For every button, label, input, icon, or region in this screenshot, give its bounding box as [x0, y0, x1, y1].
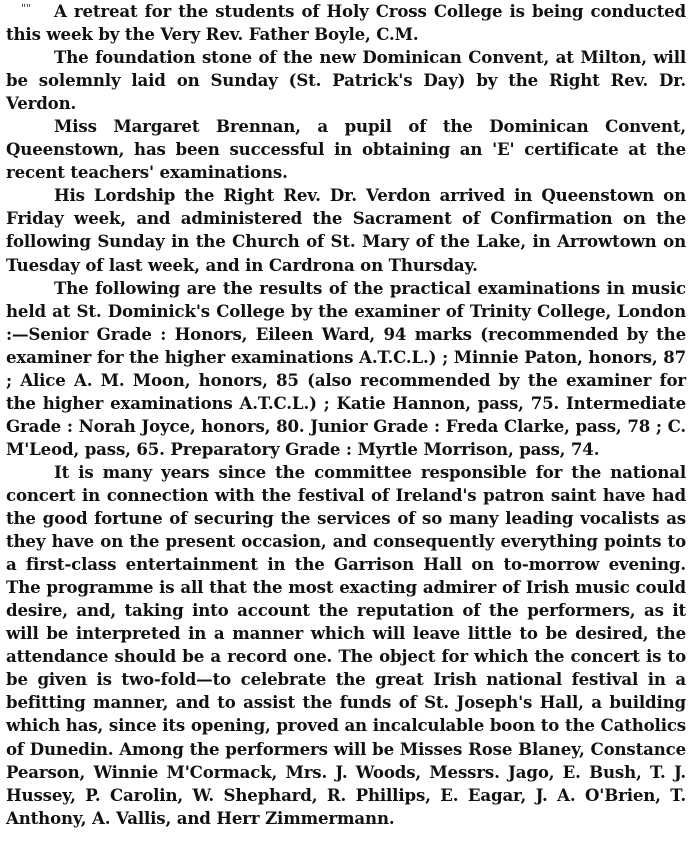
- printers-quote-mark: "": [21, 2, 32, 15]
- paragraph-national-concert: It is many years since the committee responsible for the national concert in connection with the festival of Ireland's patron saint have had the good fortune of securing the services of so many leading vocalists as they have on the present occasion, and consequently everything points to a first-class entertainment in the Garrison Hall on to-morrow evening. The programme is all that the most exacting admirer of Irish music could desire, and, taking into account the reputation of the performers, as it will be interpreted in a manner which will leave little to be desired, the attendance should be a record one. The object for which the concert is to be given is two-fold—to celebrate the great Irish national festival in a befitting manner, and to assist the funds of St. Joseph's Hall, a building which has, since its opening, proved an incalculable boon to the Catholics of Dunedin. Among the performers will be Misses Rose Blaney, Constance Pearson, Winnie M'Cormack, Mrs. J. Woods, Messrs. Jago, E. Bush, T. J. Hussey, P. Carolin, W. Shephard, R. Phillips, E. Eagar, J. A. O'Brien, T. Anthony, A. Vallis, and Herr Zimmermann.: [6, 461, 686, 828]
- paragraph-dominican-convent-milton: The foundation stone of the new Dominican Convent, at Milton, will be solemnly laid on Sunday (St. Patrick's Day) by the Right Rev. Dr. Verdon.: [6, 47, 686, 114]
- newspaper-column: [6, 0, 686, 830]
- paragraph-music-examinations: The following are the results of the practical examinations in music held at St. Dominick's College by the examiner of Trinity College, London :—Senior Grade : Honors, Eileen Ward, 94 marks (recommended by the examiner for the higher examinations A.T.C.L.) ; Minnie Paton, honors, 87 ; Alice A. M. Moon, honors, 85 (also recommended by the examiner for the higher examinations A.T.C.L.) ; Katie Hannon, pass, 75. Intermediate Grade : Norah Joyce, honors, 80. Junior Grade : Freda Clarke, pass, 78 ; C. M'Leod, pass, 65. Preparatory Grade : Myrtle Morrison, pass, 74.: [6, 277, 686, 459]
- paragraph-confirmation-queenstown: His Lordship the Right Rev. Dr. Verdon arrived in Queenstown on Friday week, and administered the Sacrament of Confirmation on the following Sunday in the Church of St. Mary of the Lake, in Arrowtown on Tuesday of last week, and in Cardrona on Thursday.: [6, 185, 686, 275]
- paragraph-holy-cross-retreat: A retreat for the students of Holy Cross College is being conducted this week by the Very Rev. Father Boyle, C.M.: [6, 1, 686, 45]
- paragraph-margaret-brennan: Miss Margaret Brennan, a pupil of the Dominican Convent, Queenstown, has been successful in obtaining an 'E' certificate at the recent teachers' examinations.: [6, 116, 686, 183]
